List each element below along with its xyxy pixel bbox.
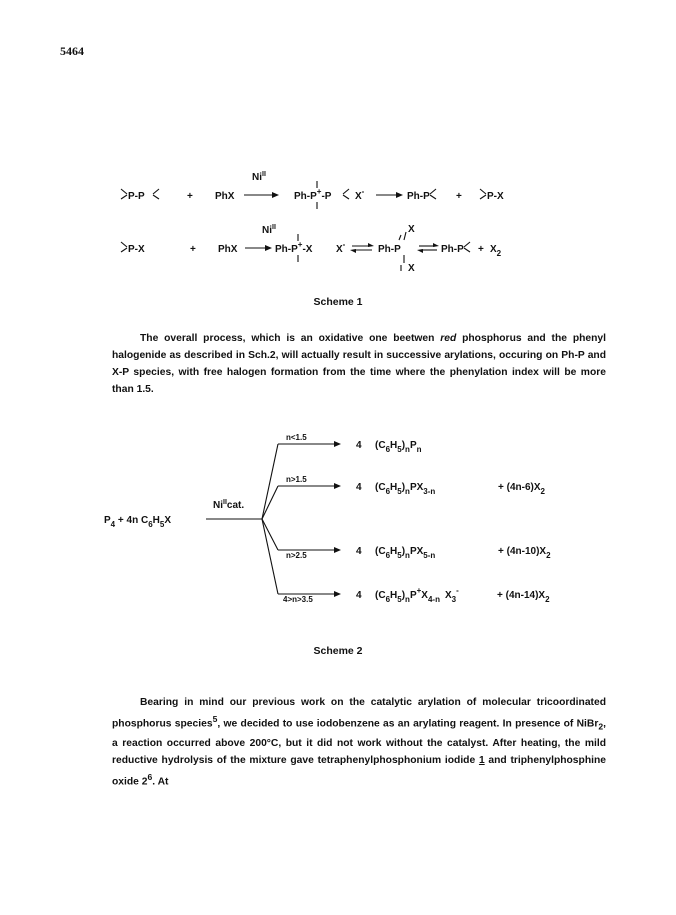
ref-5: 5 (212, 714, 218, 724)
r1-product1: Ph-P (407, 191, 430, 202)
scheme-1 (0, 150, 676, 290)
s2-coef-4: 4 (356, 590, 362, 601)
r1-catalyst: $Ni^{II}$ (252, 171, 266, 183)
s2-branch-lines (262, 444, 278, 594)
s2-condition-2: n>1.5 (286, 475, 307, 484)
r1-plus: + (187, 191, 193, 202)
compound-1: 1 (478, 755, 485, 767)
r1-counterion: X- (355, 187, 365, 202)
r2-plus: + (190, 244, 196, 255)
s2-reactant: $P_4 + 4n$ $C_6H_5X$ (104, 515, 172, 529)
s2-coef-3: 4 (356, 546, 362, 557)
s2-branch-2 (278, 475, 546, 496)
scheme2-caption: Scheme 2 (313, 645, 363, 657)
s2-coef-2: 4 (356, 482, 362, 493)
s2-branch-4 (278, 586, 550, 604)
r2-counterion: X- (336, 240, 346, 255)
s2-halogen-3: + $(4n-10)X_2$ (498, 546, 551, 560)
r2-product1: Ph-P (378, 244, 401, 255)
r1-product2: P-X (487, 191, 504, 202)
s2-condition-1: n<1.5 (286, 433, 307, 442)
scheme-2 (0, 420, 676, 620)
r2-equilibrium1 (350, 243, 374, 253)
r2-product2: Ph-P (441, 244, 464, 255)
s2-halogen-4: + $(4n-14)X_2$ (497, 590, 550, 604)
r1-intermediate: Ph-P+-P (294, 187, 332, 202)
r1-reactant1: P-P (128, 191, 145, 202)
compound-2: 2 (141, 776, 148, 788)
r2-substituent-top: X (408, 224, 415, 235)
r2-product3: $X_2$ (490, 244, 502, 258)
scheme1-row2 (121, 224, 502, 274)
s2-product-1: $(C_6H_5)_nP_n$ (375, 440, 422, 454)
page-number: 5464 (60, 44, 84, 58)
r2-substituent-bottom: X (408, 263, 415, 274)
s2-product-3: $(C_6H_5)_nPX_{5-n}$ (375, 546, 436, 560)
s2-catalyst: $Ni^{II}cat$. (213, 499, 245, 511)
r2-reactant2: PhX (218, 244, 238, 255)
s2-product-2: $(C_6H_5)_nPX_{3-n}$ (375, 482, 436, 496)
r2-equilibrium2 (417, 243, 439, 253)
s2-branch-3 (278, 546, 551, 560)
r2-catalyst: $Ni^{II}$ (262, 224, 276, 236)
paragraph-1: The overall process, which is an oxidative one beetwen red phosphorus and the phenyl halogenide as described in Sch.2, will actually result in successive arylations, occuring on Ph-P and X-P species, with free halogen formation from the time where the phenylation index will be more than 1.5. (112, 333, 606, 395)
r1-plus2: + (456, 191, 462, 202)
r1-reactant2: PhX (215, 191, 235, 202)
s2-branch-1 (278, 433, 422, 454)
r2-plus2: + (478, 244, 484, 255)
s2-coef-1: 4 (356, 440, 362, 451)
italic-red: red (440, 333, 457, 344)
ref-6: 6 (147, 772, 153, 783)
s2-condition-3: n>2.5 (286, 551, 307, 560)
paragraph-2: Bearing in mind our previous work on the catalytic arylation of molecular tricoordinated phosphorus species$^5$, we decided to use iodobenzene as an arylating reagent. In presence of NiBr$_2$, a reaction occurred above 200°C, but it did not work without the catalyst. After heating, the mild reductive hydrolysis of the mixture gave tetraphenylphosphonium iodide 1 and triphenylphosphine oxide $2^6$. At (112, 697, 607, 788)
r2-intermediate: Ph-P+-X (275, 240, 313, 255)
s2-halogen-2: + $(4n-6)X_2$ (498, 482, 545, 496)
s2-product-4: $(C_6H_5)_nP^+X_{4-n}$ $X_3^-$ (375, 586, 459, 604)
r2-reactant1: P-X (128, 244, 145, 255)
scheme1-caption: Scheme 1 (313, 296, 363, 308)
s2-condition-4: 4>n>3.5 (283, 595, 313, 604)
scheme1-row1 (121, 171, 504, 209)
